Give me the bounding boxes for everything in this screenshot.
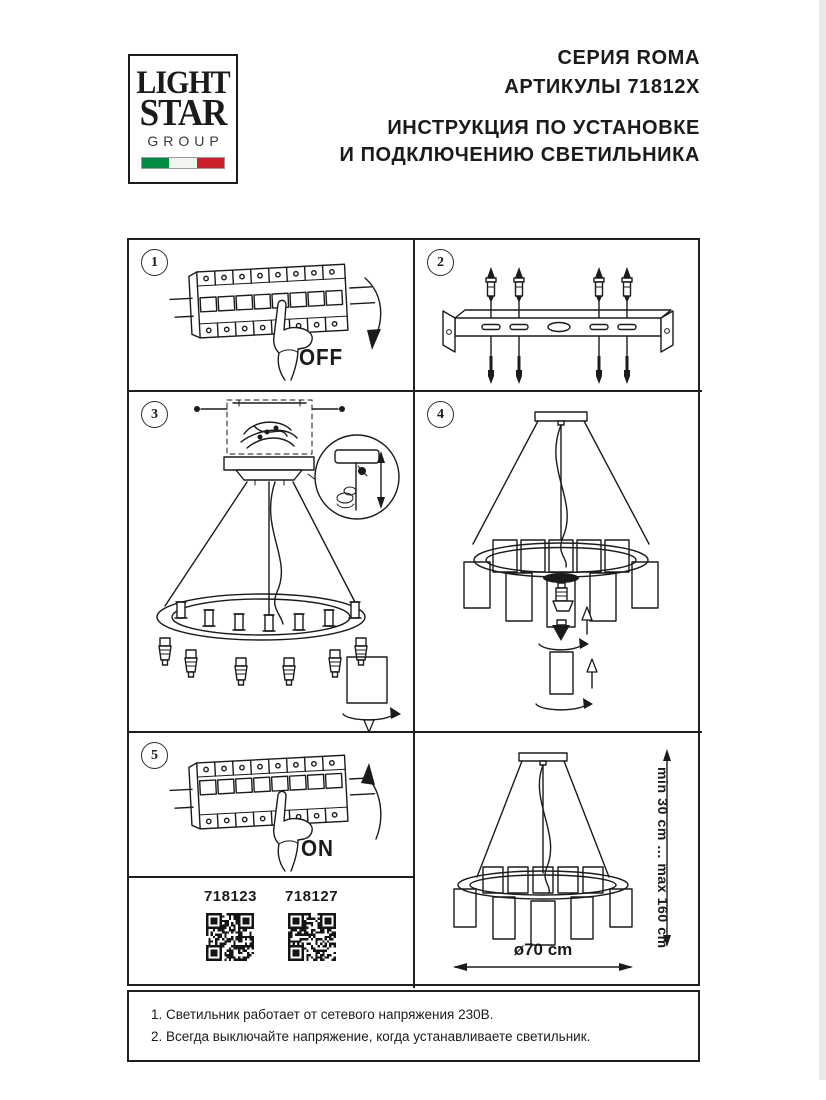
step-5-badge: 5 — [141, 742, 168, 769]
qr-code — [288, 913, 336, 961]
mounting-bracket-diagram — [421, 248, 696, 388]
chandelier-ring — [474, 543, 648, 577]
step-3-panel — [129, 392, 415, 733]
product-qr-1 — [204, 888, 257, 961]
flag-white — [169, 158, 196, 168]
articles-title: АРТИКУЛЫ 71812X — [504, 76, 700, 98]
logo-word-group: GROUP — [147, 133, 224, 149]
step-1-badge: 1 — [141, 249, 168, 276]
chandelier-ring — [157, 594, 365, 640]
step-3-badge: 3 — [141, 401, 168, 428]
wire-bundle — [241, 422, 297, 448]
qr-code — [206, 913, 254, 961]
logo-word-light: LIGHT — [136, 64, 230, 101]
insert-down-arrow — [364, 720, 374, 732]
italian-flag-bar — [141, 157, 225, 169]
product-qr-2 — [285, 888, 338, 961]
on-label: ON — [301, 835, 334, 861]
pendant-sockets — [159, 638, 367, 685]
product-code-label: 718123 — [203, 888, 257, 905]
screws — [488, 356, 630, 384]
step-2-badge: 2 — [427, 249, 454, 276]
header-text — [339, 44, 700, 169]
doc-title-line1: ИНСТРУКЦИЯ ПО УСТАНОВКЕ — [387, 117, 700, 139]
step-4-badge: 4 — [427, 401, 454, 428]
diameter-dimension-arrow — [453, 963, 633, 971]
rotate-down-arrow-icon — [365, 278, 381, 350]
scan-edge-shadow — [819, 0, 826, 1080]
rotate-arrow — [343, 713, 395, 720]
cable-lock-detail — [315, 435, 399, 519]
doc-title-line2: И ПОДКЛЮЧЕНИЮ СВЕТИЛЬНИКА — [339, 144, 700, 166]
step-5-panel — [129, 733, 415, 878]
power-cord — [271, 482, 283, 624]
flag-green — [142, 158, 169, 168]
suspension-assembly-diagram — [129, 392, 415, 733]
logo-word-star: STAR — [139, 91, 227, 134]
flag-red — [197, 158, 224, 168]
step-4-panel — [415, 392, 702, 733]
step-2-panel — [415, 240, 702, 392]
circuit-breaker-off-diagram — [169, 254, 399, 386]
glass-shade — [347, 657, 387, 703]
qr-panel — [129, 878, 415, 988]
center-hub — [543, 573, 579, 583]
power-cord — [539, 765, 550, 893]
height-range-label: min 30 cm ... max 160 cm — [655, 767, 671, 949]
footnotes — [127, 990, 700, 1062]
circuit-breaker-on-diagram — [169, 745, 399, 877]
step-1-panel — [129, 240, 415, 392]
anchor-plugs — [486, 267, 632, 303]
lamp-installation-diagram — [415, 392, 702, 733]
diameter-label: ø70 cm — [513, 940, 573, 959]
glass-shade — [550, 652, 573, 694]
series-title: СЕРИЯ ROMA — [557, 47, 700, 69]
dimensions-panel — [415, 733, 702, 988]
note-2: 2. Всегда выключайте напряжение, когда устанавливаете светильник. — [151, 1029, 591, 1044]
instruction-grid — [127, 238, 700, 986]
front-shades — [454, 889, 632, 945]
note-1: 1. Светильник работает от сетевого напряжения 230В. — [151, 1007, 494, 1022]
product-code-label: 718127 — [285, 888, 339, 905]
lightstar-logo — [128, 54, 238, 184]
rotate-up-arrow-icon — [361, 763, 381, 839]
off-label: OFF — [299, 344, 344, 370]
